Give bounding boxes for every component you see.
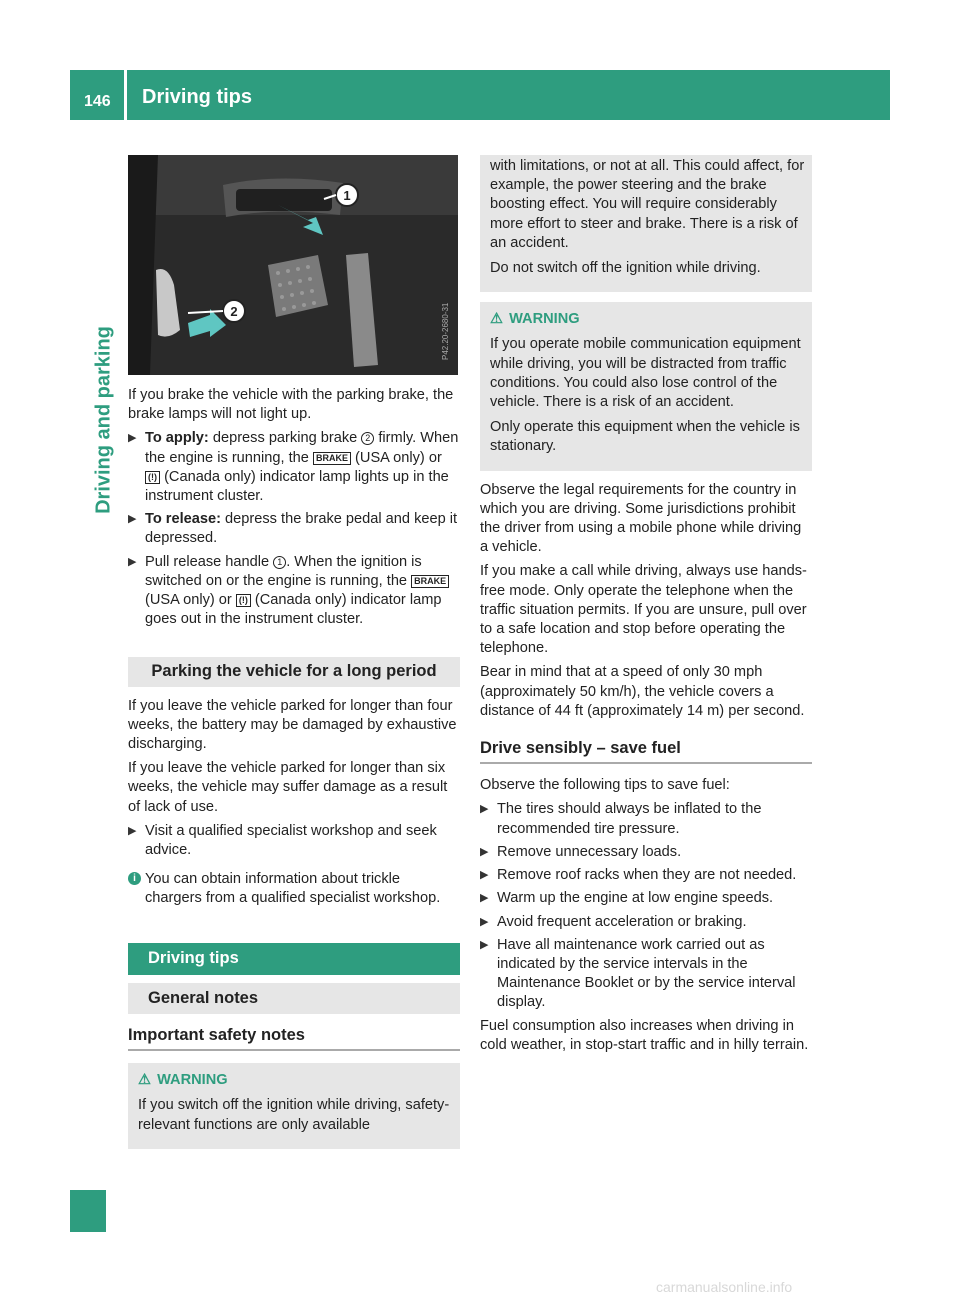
parking-brake-illustration [128,155,458,375]
callout-2-icon: 2 [361,432,374,445]
fuel-outro: Fuel consumption also increases when driving in cold weather, in stop-start traffic and in hilly terrain. [480,1017,809,1053]
side-tab-marker [70,1190,106,1232]
info-note [128,870,460,908]
fuel-tip [480,800,812,838]
driving-tips-heading: Driving tips [128,943,460,975]
parking-brake-photo [128,155,458,375]
speed-distance-paragraph: Bear in mind that at a speed of only 30 mph (approximately 50 km/h), the vehicle covers a distance of 44 ft (approximately 14 m) per second. [480,664,805,719]
step-pull-text-a: Pull release handle [145,553,270,570]
fuel-tip [480,913,812,932]
step-pull-text-c: (USA only) or [145,592,232,609]
brake-lamp-icon: BRAKE [411,575,449,588]
fuel-tip-text: Have all maintenance work carried out as indicated by the service intervals in the Maintenance Booklet or by the service interval display. [497,936,796,1011]
step-apply-text-c: (USA only) or [355,449,442,466]
hands-free-paragraph: If you make a call while driving, always use hands-free mode. Only operate the telephone when the traffic situation permits. If you are unsure, pull over to a safe location and stop before operating the telephone. [480,563,807,657]
fuel-tip [480,889,812,908]
warning-heading [490,310,806,329]
fuel-tip-text: Remove unnecessary loads. [497,843,682,860]
step-pull-handle [128,553,460,630]
header-separator [124,70,127,120]
safety-notes-heading: Important safety notes [128,1026,460,1051]
warning-title: WARNING [157,1072,228,1089]
fuel-tip [480,866,812,885]
fuel-intro: Observe the following tips to save fuel: [480,777,730,794]
parking-long-period-heading: Parking the vehicle for a long period [128,657,460,686]
fuel-tip-text: Remove roof racks when they are not needed. [497,867,797,884]
fuel-tip-text: Warm up the engine at low engine speeds. [497,890,774,907]
step-arrow-icon: ▶ [480,845,489,858]
step-visit-workshop [128,822,460,860]
step-apply-label: To apply: [145,430,209,447]
step-arrow-icon: ▶ [480,803,489,816]
warning-triangle-icon: ⚠ [138,1072,152,1089]
warning-ignition-continued-text: with limitations, or not at all. This could affect, for example, the power steering and the brake boosting effect. You will require considerably more effort to steer and brake. There is a risk of an accident. [490,158,805,251]
step-arrow-icon: ▶ [480,915,489,928]
fuel-tip-text: The tires should always be inflated to the recommended tire pressure. [497,801,762,837]
fuel-tip-text: Avoid frequent acceleration or braking. [497,913,747,930]
warning-triangle-icon: ⚠ [490,311,504,328]
canada-brake-lamp-icon: (!) [145,471,160,484]
callout-1-icon: 1 [273,556,286,569]
step-apply-text-b: firmly. When the engine is running, the [145,430,459,466]
photo-code: P42.20-2680-31 [441,302,450,360]
step-arrow-icon: ▶ [480,938,489,951]
step-apply [128,429,460,506]
brake-lamp-icon: BRAKE [313,452,351,465]
step-arrow-icon: ▶ [480,869,489,882]
warning-mobile-text: If you operate mobile communication equipment while driving, you will be distracted from traffic conditions. You could also lose control of the vehicle. There is a risk of an accident. [490,336,801,411]
parking-paragraph-2: If you leave the vehicle parked for longer than six weeks, the vehicle may suffer damage as a result of lack of use. [128,760,448,815]
warning-box-mobile [480,302,812,470]
warning-mobile-advice: Only operate this equipment when the vehicle is stationary. [490,419,800,455]
parking-paragraph-1: If you leave the vehicle parked for longer than four weeks, the battery may be damaged by exhaustive discharging. [128,697,457,753]
step-release-text: depress the brake pedal and keep it depressed. [145,511,458,547]
step-pull-text-b: . When the ignition is switched on or the engine is running, the [145,553,422,589]
photo-callout-1: 1 [343,188,351,203]
fuel-tip [480,843,812,862]
side-tab-label: Driving and parking [92,326,115,514]
warning-ignition-text: If you switch off the ignition while driving, safety-relevant functions are only available [138,1097,450,1133]
legal-paragraph: Observe the legal requirements for the country in which you are driving. Some jurisdictions prohibit the driver from using a mobile phone while driving a vehicle. [480,481,802,556]
info-text: You can obtain information about trickle chargers from a qualified specialist workshop. [145,871,441,907]
warning-title: WARNING [509,311,580,328]
step-arrow-icon: ▶ [128,824,137,837]
step-visit-text: Visit a qualified specialist workshop and seek advice. [145,822,437,859]
parking-brake-intro: If you brake the vehicle with the parking brake, the brake lamps will not light up. [128,387,454,423]
warning-box-ignition [128,1063,460,1149]
step-apply-text-d: (Canada only) indicator lamp lights up in the instrument cluster. [145,468,449,505]
step-arrow-icon: ▶ [480,892,489,905]
step-pull-text-d: (Canada only) indicator lamp goes out in the instrument cluster. [145,592,442,628]
photo-callout-2: 2 [230,304,238,319]
fuel-tip [480,936,812,1013]
warning-ignition-advice: Do not switch off the ignition while driving. [490,260,761,277]
step-arrow-icon: ▶ [128,432,137,445]
save-fuel-heading: Drive sensibly – save fuel [480,739,812,764]
info-icon: i [128,872,141,885]
step-release [128,510,460,548]
step-release-label: To release: [145,511,221,528]
warning-heading [138,1071,454,1090]
step-arrow-icon: ▶ [128,513,137,526]
general-notes-heading: General notes [128,983,460,1014]
left-column [128,155,460,1159]
warning-box-ignition-continued [480,155,812,292]
right-column [480,155,812,1060]
canada-brake-lamp-icon: (!) [236,594,251,607]
step-arrow-icon: ▶ [128,555,137,568]
page-number: 146 [84,93,111,110]
step-apply-text-a: depress parking brake [212,430,358,447]
page-title: Driving tips [142,86,253,108]
watermark-text: carmanualsonline.info [656,1279,793,1295]
